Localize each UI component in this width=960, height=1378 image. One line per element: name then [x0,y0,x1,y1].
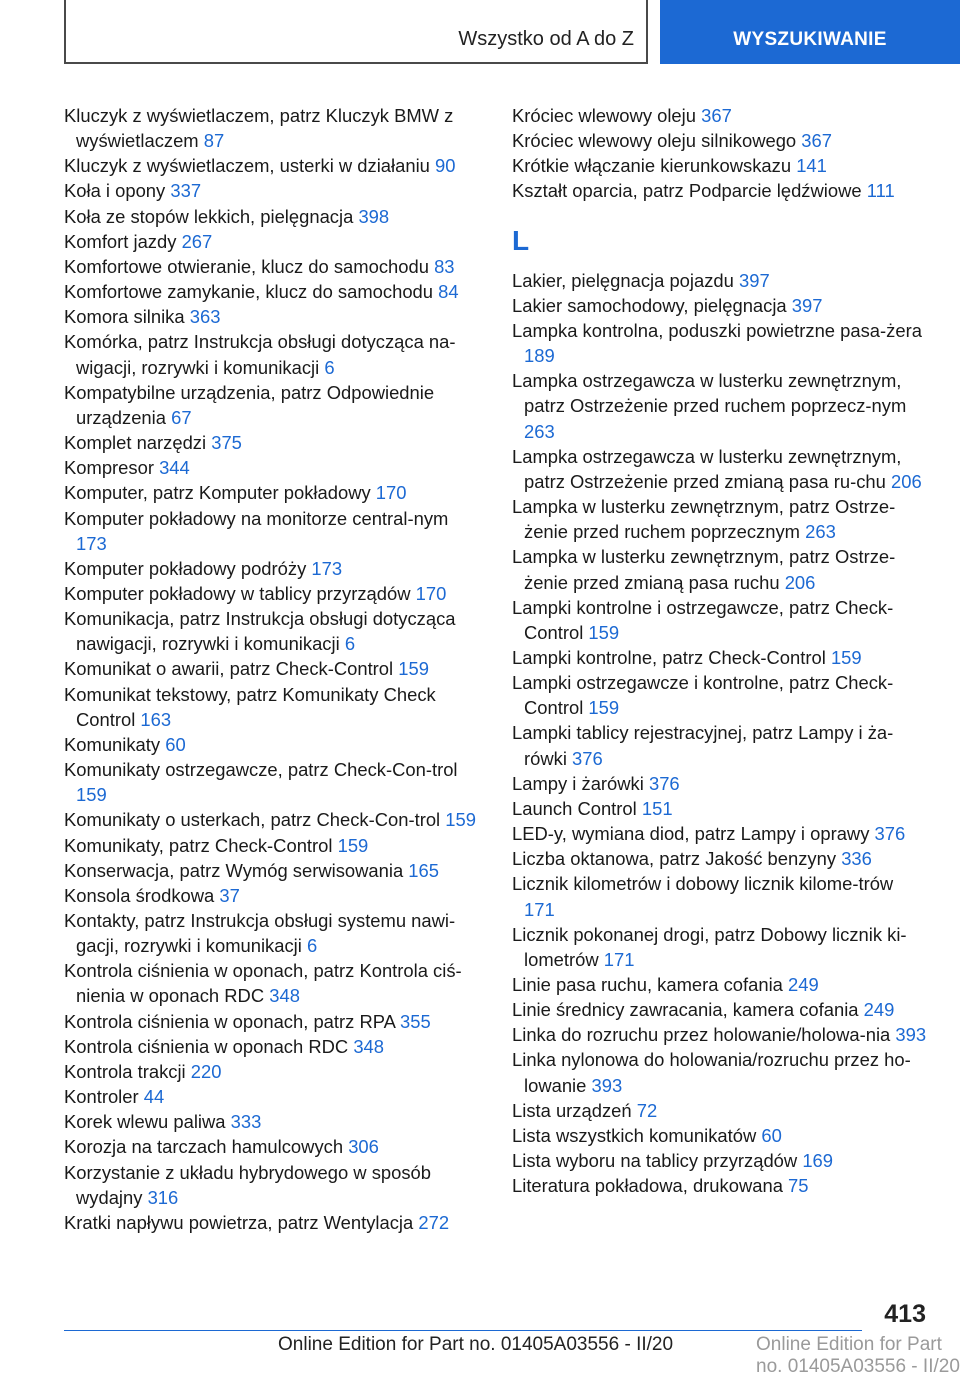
index-entry [512,922,928,972]
index-entry [512,293,928,318]
page-link[interactable]: 87 [203,130,225,152]
entry-text: Kontrola ciśnienia w oponach, patrz Kontrola ciś-nienia w oponach RDC [64,960,462,1007]
page-link[interactable]: 159 [398,658,429,680]
page-number: 413 [884,1300,926,1328]
entry-text: Kluczyk z wyświetlaczem, patrz Kluczyk BMW z wyświetlaczem [64,105,454,152]
index-entry [64,1009,480,1034]
entry-text: Kontrola trakcji [64,1060,186,1082]
entry-text: Kompresor [64,457,154,479]
page-link[interactable]: 141 [796,155,827,177]
entry-text: Komunikaty [64,733,161,755]
page-link[interactable]: 159 [588,621,620,643]
page-link[interactable]: 67 [171,406,192,428]
page-link[interactable]: 170 [415,582,447,604]
index-entry [64,430,480,455]
page-link[interactable]: 220 [190,1060,222,1082]
page-link[interactable]: 170 [375,482,407,504]
index-entry [64,1059,480,1084]
section-letter: L [512,224,530,256]
index-column-right [512,103,928,1198]
index-entry [512,972,928,997]
index-entry [512,268,928,293]
entry-text: Korek wlewu paliwa [64,1111,226,1133]
page-link[interactable]: 151 [641,797,673,819]
entry-text: Komunikaty, patrz Check-Control [64,834,333,856]
index-entry [64,581,480,606]
entry-text: Konsola środkowa [64,884,215,906]
entry-text: Kontroler [64,1086,139,1108]
entry-text: Komunikacja, patrz Instrukcja obsługi dotycząca nawigacji, rozrywki i komunikacji [64,608,456,655]
entry-text: Komunikaty o usterkach, patrz Check-Con-trol [64,809,441,831]
page-link[interactable]: 60 [761,1124,782,1146]
index-entry [64,1210,480,1235]
page-link[interactable]: 159 [337,834,369,856]
page-link[interactable]: 348 [353,1035,384,1057]
page-link[interactable]: 165 [408,859,439,881]
page-link[interactable]: 367 [801,130,832,152]
index-entry [64,656,480,681]
entry-text: Komórka, patrz Instrukcja obsługi dotycząca na-wigacji, rozrywki i komunikacji [64,331,456,378]
page-link[interactable]: 316 [147,1186,179,1208]
page-link[interactable]: 173 [311,557,343,579]
index-entry [64,883,480,908]
page-link[interactable]: 397 [791,294,823,316]
page-link[interactable]: 263 [805,521,836,543]
index-column-left [64,103,480,1235]
entry-text: Lampki tablicy rejestracyjnej, patrz Lampy i ża-rówki [512,722,894,769]
entry-text: Konserwacja, patrz Wymóg serwisowania [64,859,404,881]
page-link[interactable]: 163 [140,708,172,730]
page-link[interactable]: 72 [636,1099,658,1121]
index-entry [64,1160,480,1210]
entry-text: Komunikaty ostrzegawcze, patrz Check-Con-trol [64,759,458,781]
entry-text: Lampki ostrzegawcze i kontrolne, patrz Check-Control [512,672,894,719]
index-entry [512,1123,928,1148]
footer-watermark: Online Edition for Part no. 01405A03556 - II/20 [756,1334,960,1377]
entry-text: Korozja na tarczach hamulcowych [64,1136,344,1158]
index-entry [64,329,480,379]
index-entry [64,480,480,505]
index-entry [512,153,928,178]
entry-text: Literatura pokładowa, drukowana [512,1175,783,1197]
index-entry [512,846,928,871]
page-link[interactable]: 367 [701,105,732,126]
page-link[interactable]: 344 [159,457,190,479]
entry-text: Lampka w lusterku zewnętrznym, patrz Ostrze-żenie przed zmianą pasa ruchu [512,546,896,593]
entry-text: Lampka kontrolna, poduszki powietrzne pasa-żera [512,319,922,341]
index-entry [64,757,480,807]
page-link[interactable]: 393 [895,1024,927,1046]
page-link[interactable]: 249 [863,999,895,1021]
page-link[interactable]: 159 [445,809,476,831]
entry-text: Króciec wlewowy oleju [512,105,696,126]
page-link[interactable]: 37 [219,884,240,906]
index-entry [64,682,480,732]
page-link[interactable]: 306 [348,1136,379,1158]
page-link[interactable]: 159 [830,646,862,668]
index-entry [64,1084,480,1109]
index-entry [64,833,480,858]
index-entry [64,807,480,832]
index-group-l [512,268,928,1199]
index-entry [64,178,480,203]
index-entry [512,670,928,720]
entry-text: Lampki kontrolne i ostrzegawcze, patrz Check-Control [512,596,894,643]
page-link[interactable]: 272 [418,1211,450,1233]
search-tab-label: WYSZUKIWANIE [733,29,887,50]
page-link[interactable]: 159 [76,784,107,806]
page-link[interactable]: 336 [841,848,872,870]
entry-text: Lakier, pielęgnacja pojazdu [512,269,734,291]
footer-edition: Online Edition for Part no. 01405A03556 - II/20 [278,1334,674,1355]
index-entry [512,771,928,796]
entry-text: Komfort jazdy [64,230,177,252]
entry-text: Komora silnika [64,306,185,328]
page-link[interactable]: 249 [788,974,819,995]
index-entry [512,1148,928,1173]
page-link[interactable]: 376 [572,747,603,769]
entry-text: Koła ze stopów lekkich, pielęgnacja [64,205,354,227]
entry-text: Komputer pokładowy w tablicy przyrządów [64,582,411,604]
page-link[interactable]: 83 [434,255,455,277]
entry-text: Komunikat tekstowy, patrz Komunikaty Check Control [64,683,436,730]
index-entry [64,606,480,656]
page-link[interactable]: 159 [588,697,620,719]
page-link[interactable]: 397 [739,269,770,291]
entry-text: Komfortowe otwieranie, klucz do samochodu [64,255,429,277]
index-group-k [512,103,928,204]
index-entry [512,821,928,846]
entry-text: Lampka w lusterku zewnętrznym, patrz Ostrze-żenie przed ruchem poprzecznym [512,496,896,543]
page-link[interactable]: 267 [181,230,213,252]
page-link[interactable]: 206 [890,470,922,492]
index-entry [64,958,480,1008]
index-entry [512,595,928,645]
entry-text: Liczba oktanowa, patrz Jakość benzyny [512,848,837,870]
footer-rule [64,1330,862,1331]
page-link[interactable]: 44 [143,1086,165,1108]
page-link[interactable]: 398 [358,205,390,227]
entry-text: Linie pasa ruchu, kamera cofania [512,974,783,995]
index-entry [64,908,480,958]
index-entry [512,368,928,443]
entry-text: Korzystanie z układu hybrydowego w sposób wydajny [64,1161,431,1208]
page-link[interactable]: 363 [189,306,221,328]
page-link[interactable]: 348 [269,985,300,1007]
entry-text: Króciec wlewowy oleju silnikowego [512,130,797,152]
page-link[interactable]: 333 [230,1111,262,1133]
index-entry [64,1034,480,1059]
index-entry [64,455,480,480]
index-entry [64,229,480,254]
index-entry [512,444,928,494]
index-entry [512,1098,928,1123]
index-entry [64,103,480,153]
index-entry [64,304,480,329]
entry-text: Lista wyboru na tablicy przyrządów [512,1150,798,1172]
entry-text: Lampka ostrzegawcza w lusterku zewnętrznym, patrz Ostrzeżenie przed ruchem poprzecz-nym [512,370,907,417]
index-entry [512,494,928,544]
page-link[interactable]: 75 [788,1175,809,1197]
entry-text: Lampy i żarówki [512,772,644,794]
page-link[interactable]: 263 [524,420,555,442]
page-link[interactable]: 355 [400,1010,431,1032]
entry-text: Linka nylonowa do holowania/rozruchu przez ho-lowanie [512,1049,911,1096]
index-entry [64,556,480,581]
entry-text: Lista urządzeń [512,1099,632,1121]
entry-text: Komputer, patrz Komputer pokładowy [64,482,371,504]
index-entry [64,506,480,556]
entry-text: Licznik kilometrów i dobowy licznik kilome-trów [512,873,894,895]
entry-text: Lampki kontrolne, patrz Check-Control [512,646,826,668]
entry-text: Komputer pokładowy na monitorze central-nym [64,507,449,529]
entry-text: Krótkie włączanie kierunkowskazu [512,155,792,177]
entry-text: Linie średnicy zawracania, kamera cofania [512,999,859,1021]
index-entry [64,380,480,430]
page-link[interactable]: 376 [648,772,680,794]
page-link[interactable]: 60 [165,733,186,755]
index-entry [512,1173,928,1198]
page-link[interactable]: 6 [324,356,335,378]
index-entry [512,645,928,670]
page-link[interactable]: 375 [211,432,242,454]
page-link[interactable]: 171 [524,898,555,920]
index-entry [512,318,928,368]
page-link[interactable]: 376 [874,823,906,845]
index-entry [64,1109,480,1134]
page-link[interactable]: 206 [784,571,816,593]
index-entry [512,544,928,594]
page-link[interactable]: 337 [170,180,202,202]
index-entry [64,254,480,279]
entry-text: Launch Control [512,797,637,819]
index-entry [64,858,480,883]
entry-text: Komplet narzędzi [64,432,207,454]
entry-text: Licznik pokonanej drogi, patrz Dobowy licznik ki-lometrów [512,923,907,970]
page-link[interactable]: 6 [344,633,356,655]
entry-text: Lakier samochodowy, pielęgnacja [512,294,787,316]
index-entry [64,204,480,229]
entry-text: Kompatybilne urządzenia, patrz Odpowiednie urządzenia [64,381,435,428]
page-link[interactable]: 111 [866,180,895,202]
page-link[interactable]: 90 [435,155,456,177]
page-link[interactable]: 84 [438,281,459,303]
entry-text: Kratki napływu powietrza, patrz Wentylacja [64,1211,414,1233]
index-entry [512,128,928,153]
index-entry [512,871,928,921]
header-section-box [64,0,648,64]
section-title: Wszystko od A do Z [458,28,634,50]
entry-text: Kontakty, patrz Instrukcja obsługi systemu nawi-gacji, rozrywki i komunikacji [64,910,456,957]
entry-text: Kontrola ciśnienia w oponach RDC [64,1035,349,1057]
index-entry [64,279,480,304]
entry-text: Komfortowe zamykanie, klucz do samochodu [64,281,434,303]
entry-text: Kształt oparcia, patrz Podparcie lędźwiowe [512,180,862,202]
entry-text: Linka do rozruchu przez holowanie/holowa-nia [512,1024,891,1046]
entry-text: Komputer pokładowy podróży [64,557,307,579]
index-entry [64,732,480,757]
index-entry [512,796,928,821]
search-tab[interactable] [660,0,960,64]
index-entry [512,178,928,203]
index-entry [64,153,480,178]
index-entry [512,103,928,128]
entry-text: Kluczyk z wyświetlaczem, usterki w działaniu [64,155,430,177]
entry-text: Komunikat o awarii, patrz Check-Control [64,658,394,680]
page-link[interactable]: 173 [76,532,107,554]
page-link[interactable]: 171 [603,948,635,970]
index-entry [512,1022,928,1047]
index-entry [64,1134,480,1159]
page-link[interactable]: 169 [802,1150,833,1172]
page-link[interactable]: 189 [524,345,555,367]
entry-text: Koła i opony [64,180,166,202]
index-entry [512,720,928,770]
entry-text: Lampka ostrzegawcza w lusterku zewnętrznym, patrz Ostrzeżenie przed zmianą pasa ru-chu [512,445,902,492]
index-entry [512,1047,928,1097]
entry-text: LED-y, wymiana diod, patrz Lampy i oprawy [512,823,870,845]
page-link[interactable]: 393 [591,1074,623,1096]
entry-text: Lista wszystkich komunikatów [512,1124,757,1146]
page-link[interactable]: 6 [306,935,318,957]
index-entry [512,997,928,1022]
entry-text: Kontrola ciśnienia w oponach, patrz RPA [64,1010,395,1032]
